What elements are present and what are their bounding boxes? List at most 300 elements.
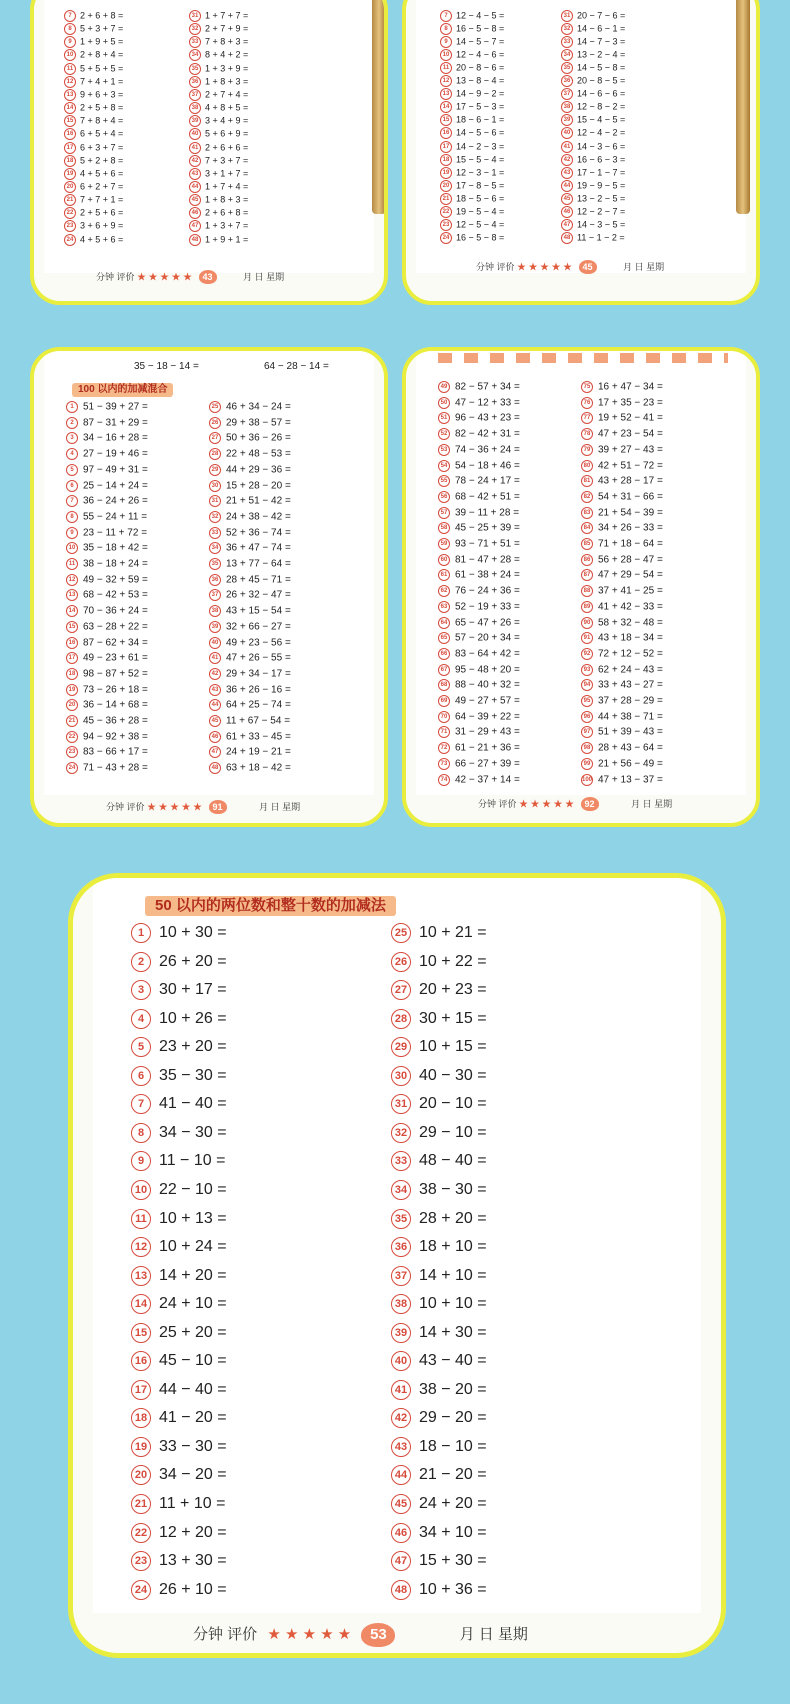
exercise-number: 34 (561, 49, 573, 61)
exercise-expression: 51 + 39 − 43 = (598, 727, 663, 739)
exercise-expression: 11 − 1 − 2 = (577, 232, 625, 243)
page-number: 43 (199, 270, 217, 284)
exercise-expression: 39 − 11 + 28 = (455, 507, 520, 519)
exercise-expression: 7 + 3 + 7 = (205, 155, 249, 166)
exercise-row (64, 63, 123, 75)
exercise-number: 19 (440, 167, 452, 179)
exercise-number: 15 (66, 621, 78, 633)
exercise-expression: 63 − 28 + 22 = (83, 621, 148, 633)
exercise-number: 35 (391, 1209, 411, 1229)
exercise-number: 21 (131, 1494, 151, 1514)
exercise-row (209, 448, 291, 460)
exercise-number: 29 (391, 1037, 411, 1057)
exercise-expression: 15 − 5 − 4 = (456, 153, 505, 164)
exercise-expression: 94 − 92 + 38 = (83, 731, 148, 743)
exercise-expression: 66 − 27 + 39 = (455, 758, 520, 770)
exercise-row (189, 23, 248, 35)
exercise-row (440, 154, 504, 166)
exercise-row (581, 538, 663, 550)
exercise-expression: 54 + 31 − 66 = (598, 491, 663, 503)
exercise-row (189, 155, 248, 167)
exercise-number: 82 (581, 491, 593, 503)
exercise-number: 48 (189, 234, 201, 246)
exercise-expression: 88 − 40 + 32 = (455, 679, 520, 691)
exercise-expression: 2 + 6 + 6 = (205, 141, 249, 152)
exercise-number: 12 (66, 574, 78, 586)
exercise-row (391, 1237, 487, 1257)
exercise-expression: 1 + 8 + 3 = (205, 194, 249, 205)
exercise-number: 2 (66, 417, 78, 429)
exercise-number: 57 (438, 507, 450, 519)
exercise-number: 8 (64, 23, 76, 35)
exercise-number: 66 (438, 648, 450, 660)
exercise-row (561, 10, 625, 22)
exercise-number: 60 (438, 554, 450, 566)
exercise-expression: 14 − 5 − 8 = (577, 62, 626, 73)
exercise-expression: 58 + 32 − 48 = (598, 617, 663, 629)
exercise-row (391, 1408, 487, 1428)
exercise-number: 48 (209, 762, 221, 774)
footer-label: 分钟 评价 (193, 1626, 258, 1643)
exercise-number: 42 (209, 668, 221, 680)
exercise-row (209, 511, 291, 523)
exercise-bank (406, 351, 756, 823)
rating-stars: ★ ★ ★ ★ ★ (137, 272, 193, 282)
exercise-number: 2 (131, 952, 151, 972)
exercise-expression: 44 + 38 − 71 = (598, 711, 663, 723)
exercise-row (64, 155, 123, 167)
exercise-row (209, 495, 291, 507)
exercise-number: 37 (561, 88, 573, 100)
exercise-expression: 21 + 54 − 39 = (598, 507, 663, 519)
exercise-expression: 14 − 9 − 2 = (456, 88, 505, 99)
exercise-expression: 22 + 48 − 53 = (226, 448, 291, 460)
exercise-row (581, 758, 663, 770)
exercise-expression: 16 − 6 − 3 = (577, 153, 626, 164)
exercise-expression: 25 + 20 = (159, 1323, 227, 1341)
exercise-row (66, 605, 148, 617)
exercise-expression: 20 + 23 = (419, 981, 487, 999)
rating-stars: ★ ★ ★ ★ ★ (267, 1626, 352, 1643)
exercise-number: 21 (66, 715, 78, 727)
exercise-row (440, 114, 504, 126)
exercise-expression: 6 + 5 + 4 = (80, 128, 124, 139)
exercise-expression: 82 − 57 + 34 = (455, 381, 520, 393)
exercise-number: 31 (189, 10, 201, 22)
exercise-expression: 52 + 36 − 74 = (226, 527, 291, 539)
exercise-expression: 11 + 67 − 54 = (226, 715, 291, 727)
exercise-row (391, 1580, 487, 1600)
exercise-number: 46 (209, 731, 221, 743)
exercise-number: 86 (581, 554, 593, 566)
exercise-number: 31 (209, 495, 221, 507)
exercise-number: 19 (66, 684, 78, 696)
exercise-number: 40 (209, 637, 221, 649)
exercise-number: 33 (209, 527, 221, 539)
exercise-row (391, 1380, 487, 1400)
exercise-expression: 29 + 34 − 17 = (226, 668, 291, 680)
exercise-row (391, 1437, 487, 1457)
exercise-row (581, 522, 663, 534)
exercise-row (66, 558, 148, 570)
exercise-number: 15 (64, 115, 76, 127)
exercise-row (64, 168, 123, 180)
exercise-row (131, 952, 227, 972)
exercise-row (209, 621, 291, 633)
exercise-expression: 36 + 47 − 74 = (226, 542, 291, 554)
exercise-number: 32 (209, 511, 221, 523)
exercise-row (66, 464, 148, 476)
exercise-row (391, 1266, 487, 1286)
exercise-number: 36 (391, 1237, 411, 1257)
exercise-number: 17 (440, 141, 452, 153)
worksheet-page-53 (68, 873, 726, 1658)
exercise-expression: 1 + 9 + 1 = (205, 233, 249, 244)
exercise-row (391, 1123, 487, 1143)
exercise-expression: 39 + 27 − 43 = (598, 444, 663, 456)
exercise-expression: 64 − 39 + 22 = (455, 711, 520, 723)
exercise-expression: 68 − 42 + 53 = (83, 590, 148, 602)
exercise-row (561, 219, 625, 231)
exercise-number: 35 (561, 62, 573, 74)
cut-exercise-left: 35 − 18 − 14 = (134, 361, 199, 372)
exercise-number: 11 (440, 62, 452, 74)
exercise-number: 62 (438, 585, 450, 597)
exercise-expression: 62 + 24 − 43 = (598, 664, 663, 676)
exercise-expression: 87 − 31 + 29 = (83, 417, 148, 429)
exercise-expression: 10 + 22 = (419, 952, 487, 970)
exercise-row (131, 923, 227, 943)
exercise-row (66, 401, 148, 413)
exercise-row (561, 232, 625, 244)
exercise-row (391, 1294, 487, 1314)
exercise-row (209, 480, 291, 492)
exercise-expression: 56 + 28 − 47 = (598, 554, 663, 566)
exercise-number: 16 (131, 1351, 151, 1371)
exercise-expression: 41 − 40 = (159, 1095, 227, 1113)
exercise-number: 23 (131, 1551, 151, 1571)
exercise-row (438, 601, 520, 613)
exercise-number: 30 (209, 480, 221, 492)
exercise-row (66, 637, 148, 649)
exercise-number: 5 (66, 464, 78, 476)
date-label: 月 日 星期 (459, 1626, 528, 1643)
exercise-number: 36 (209, 574, 221, 586)
exercise-expression: 61 − 21 + 36 = (455, 742, 520, 754)
exercise-row (131, 1494, 225, 1514)
exercise-expression: 13 + 77 − 64 = (226, 558, 291, 570)
exercise-expression: 15 − 4 − 5 = (577, 114, 626, 125)
exercise-expression: 17 − 5 − 3 = (456, 101, 505, 112)
exercise-row (581, 601, 663, 613)
exercise-expression: 14 − 3 − 6 = (577, 140, 626, 151)
exercise-row (391, 1494, 487, 1514)
exercise-row (440, 193, 504, 205)
exercise-row (131, 1037, 227, 1057)
exercise-expression: 34 − 16 + 28 = (83, 433, 148, 445)
exercise-expression: 47 + 26 − 55 = (226, 652, 291, 664)
exercise-number: 50 (438, 397, 450, 409)
page-footer (478, 797, 756, 811)
exercise-expression: 7 + 8 + 4 = (80, 115, 124, 126)
exercise-expression: 31 − 29 + 43 = (455, 727, 520, 739)
exercise-row (438, 711, 520, 723)
exercise-expression: 18 + 10 = (419, 1238, 487, 1256)
exercise-row (209, 684, 291, 696)
exercise-number: 21 (64, 194, 76, 206)
exercise-expression: 1 + 9 + 5 = (80, 36, 124, 47)
exercise-number: 84 (581, 522, 593, 534)
exercise-row (189, 89, 248, 101)
exercise-number: 44 (189, 181, 201, 193)
exercise-expression: 37 + 28 − 29 = (598, 695, 663, 707)
exercise-row (581, 617, 663, 629)
exercise-row (66, 527, 147, 539)
exercise-number: 41 (561, 141, 573, 153)
exercise-number: 33 (561, 36, 573, 48)
exercise-expression: 74 − 36 + 24 = (455, 444, 520, 456)
exercise-number: 24 (440, 232, 452, 244)
exercise-number: 33 (189, 36, 201, 48)
exercise-number: 20 (64, 181, 76, 193)
exercise-row (391, 1009, 487, 1029)
exercise-expression: 1 + 7 + 4 = (205, 181, 249, 192)
date-label: 月 日 星期 (623, 262, 665, 272)
exercise-number: 21 (440, 193, 452, 205)
exercise-row (131, 1209, 227, 1229)
exercise-number: 8 (440, 23, 452, 35)
exercise-expression: 12 − 3 − 1 = (456, 166, 505, 177)
exercise-expression: 33 + 43 − 27 = (598, 679, 663, 691)
exercise-number: 20 (131, 1465, 151, 1485)
exercise-expression: 45 − 25 + 39 = (455, 522, 520, 534)
exercise-row (438, 742, 520, 754)
exercise-row (561, 193, 625, 205)
exercise-number: 94 (581, 679, 593, 691)
exercise-row (391, 1037, 487, 1057)
exercise-row (581, 412, 663, 424)
exercise-number: 36 (561, 75, 573, 87)
exercise-expression: 10 + 13 = (159, 1209, 227, 1227)
exercise-number: 15 (440, 114, 452, 126)
exercise-row (581, 491, 663, 503)
exercise-expression: 16 − 5 − 8 = (456, 232, 505, 243)
exercise-row (64, 23, 123, 35)
exercise-row (581, 381, 663, 393)
exercise-number: 70 (438, 711, 450, 723)
exercise-row (391, 923, 487, 943)
exercise-number: 24 (64, 234, 76, 246)
exercise-expression: 3 + 6 + 9 = (80, 220, 124, 231)
exercise-expression: 35 − 30 = (159, 1066, 227, 1084)
exercise-expression: 29 − 10 = (419, 1124, 487, 1142)
exercise-row (391, 952, 487, 972)
exercise-row (438, 538, 520, 550)
exercise-row (438, 507, 519, 519)
footer-label: 分钟 评价 (96, 272, 135, 282)
exercise-number: 24 (131, 1580, 151, 1600)
exercise-row (391, 1180, 487, 1200)
exercise-number: 16 (66, 637, 78, 649)
exercise-expression: 34 + 26 − 33 = (598, 522, 663, 534)
exercise-number: 43 (391, 1437, 411, 1457)
exercise-row (64, 207, 123, 219)
exercise-row (438, 444, 520, 456)
exercise-expression: 20 − 10 = (419, 1095, 487, 1113)
exercise-row (581, 711, 663, 723)
exercise-row (131, 1123, 227, 1143)
exercise-expression: 82 − 42 + 31 = (455, 428, 520, 440)
exercise-row (66, 746, 148, 758)
exercise-row (438, 569, 520, 581)
exercise-number: 96 (581, 711, 593, 723)
exercise-row (391, 1323, 487, 1343)
exercise-number: 95 (581, 695, 593, 707)
exercise-expression: 2 + 6 + 8 = (80, 10, 124, 21)
exercise-row (189, 115, 248, 127)
exercise-expression: 19 − 9 − 5 = (577, 180, 626, 191)
exercise-expression: 98 − 87 + 52 = (83, 668, 148, 680)
exercise-expression: 12 − 2 − 7 = (577, 206, 626, 217)
exercise-row (66, 574, 148, 586)
exercise-number: 90 (581, 617, 593, 629)
exercise-number: 31 (391, 1094, 411, 1114)
exercise-expression: 2 + 8 + 4 = (80, 49, 124, 60)
exercise-row (66, 495, 148, 507)
exercise-row (561, 62, 625, 74)
exercise-number: 1 (66, 401, 78, 413)
exercise-expression: 29 − 20 = (419, 1409, 487, 1427)
exercise-expression: 30 + 15 = (419, 1009, 487, 1027)
exercise-expression: 47 + 23 − 54 = (598, 428, 663, 440)
exercise-expression: 21 + 51 − 42 = (226, 495, 291, 507)
exercise-number: 38 (391, 1294, 411, 1314)
exercise-expression: 76 − 24 + 36 = (455, 585, 520, 597)
exercise-row (66, 432, 148, 444)
exercise-row (64, 128, 123, 140)
exercise-row (581, 648, 663, 660)
exercise-number: 19 (131, 1437, 151, 1457)
exercise-number: 4 (131, 1009, 151, 1029)
exercise-number: 22 (131, 1523, 151, 1543)
exercise-row (189, 168, 248, 180)
exercise-number: 80 (581, 460, 593, 472)
exercise-number: 42 (391, 1408, 411, 1428)
exercise-row (440, 62, 504, 74)
exercise-number: 9 (64, 36, 76, 48)
exercise-row (189, 63, 248, 75)
exercise-number: 89 (581, 601, 593, 613)
exercise-expression: 4 + 5 + 6 = (80, 168, 124, 179)
exercise-number: 76 (581, 397, 593, 409)
exercise-number: 40 (561, 127, 573, 139)
exercise-number: 8 (131, 1123, 151, 1143)
exercise-expression: 12 − 4 − 2 = (577, 127, 626, 138)
exercise-number: 41 (391, 1380, 411, 1400)
exercise-number: 16 (64, 128, 76, 140)
exercise-number: 87 (581, 569, 593, 581)
exercise-row (64, 181, 123, 193)
exercise-number: 69 (438, 695, 450, 707)
exercise-number: 3 (131, 980, 151, 1000)
exercise-row (131, 1094, 227, 1114)
exercise-expression: 96 − 43 + 23 = (455, 413, 520, 425)
exercise-expression: 3 + 1 + 7 = (205, 168, 249, 179)
exercise-number: 36 (189, 76, 201, 88)
exercise-row (189, 181, 248, 193)
exercise-expression: 28 + 45 − 71 = (226, 574, 291, 586)
exercise-row (440, 206, 504, 218)
exercise-expression: 49 − 27 + 57 = (455, 695, 520, 707)
exercise-number: 98 (581, 742, 593, 754)
exercise-row (440, 88, 504, 100)
exercise-number: 97 (581, 726, 593, 738)
exercise-row (581, 444, 663, 456)
exercise-row (209, 762, 291, 774)
exercise-number: 100 (581, 774, 593, 786)
exercise-row (209, 699, 291, 711)
exercise-number: 15 (131, 1323, 151, 1343)
exercise-row (131, 1523, 227, 1543)
exercise-number: 75 (581, 381, 593, 393)
exercise-number: 17 (66, 652, 78, 664)
exercise-row (561, 127, 625, 139)
exercise-number: 64 (438, 617, 450, 629)
exercise-row (131, 1408, 227, 1428)
exercise-number: 46 (391, 1523, 411, 1543)
exercise-expression: 15 + 28 − 20 = (226, 480, 291, 492)
exercise-number: 37 (391, 1266, 411, 1286)
exercise-number: 40 (391, 1351, 411, 1371)
exercise-expression: 35 − 18 + 42 = (83, 542, 148, 554)
section-title: 50 以内的两位数和整十数的加减法 (145, 896, 396, 916)
exercise-number: 41 (209, 652, 221, 664)
exercise-row (438, 726, 520, 738)
exercise-number: 48 (561, 232, 573, 244)
exercise-expression: 16 − 5 − 8 = (456, 23, 505, 34)
exercise-expression: 20 − 8 − 5 = (577, 75, 626, 86)
exercise-row (189, 49, 248, 61)
exercise-row (209, 746, 291, 758)
exercise-number: 51 (438, 412, 450, 424)
exercise-row (440, 180, 504, 192)
exercise-row (561, 101, 625, 113)
exercise-expression: 16 + 47 − 34 = (598, 381, 663, 393)
exercise-expression: 3 + 4 + 9 = (205, 115, 249, 126)
exercise-expression: 17 − 8 − 5 = (456, 180, 505, 191)
exercise-row (209, 652, 291, 664)
exercise-number: 27 (209, 432, 221, 444)
exercise-number: 47 (189, 220, 201, 232)
exercise-row (440, 36, 504, 48)
exercise-expression: 21 − 20 = (419, 1466, 487, 1484)
exercise-expression: 14 + 30 = (419, 1323, 487, 1341)
exercise-row (189, 207, 248, 219)
exercise-expression: 49 − 32 + 59 = (83, 574, 148, 586)
exercise-expression: 10 + 10 = (419, 1295, 487, 1313)
exercise-row (131, 980, 227, 1000)
exercise-row (209, 637, 291, 649)
exercise-row (66, 542, 148, 554)
exercise-row (438, 475, 520, 487)
exercise-expression: 87 − 62 + 34 = (83, 637, 148, 649)
exercise-number: 43 (561, 167, 573, 179)
exercise-row (438, 758, 520, 770)
exercise-row (438, 648, 520, 660)
exercise-number: 83 (581, 507, 593, 519)
exercise-expression: 41 − 20 = (159, 1409, 227, 1427)
exercise-expression: 38 − 18 + 24 = (83, 558, 148, 570)
